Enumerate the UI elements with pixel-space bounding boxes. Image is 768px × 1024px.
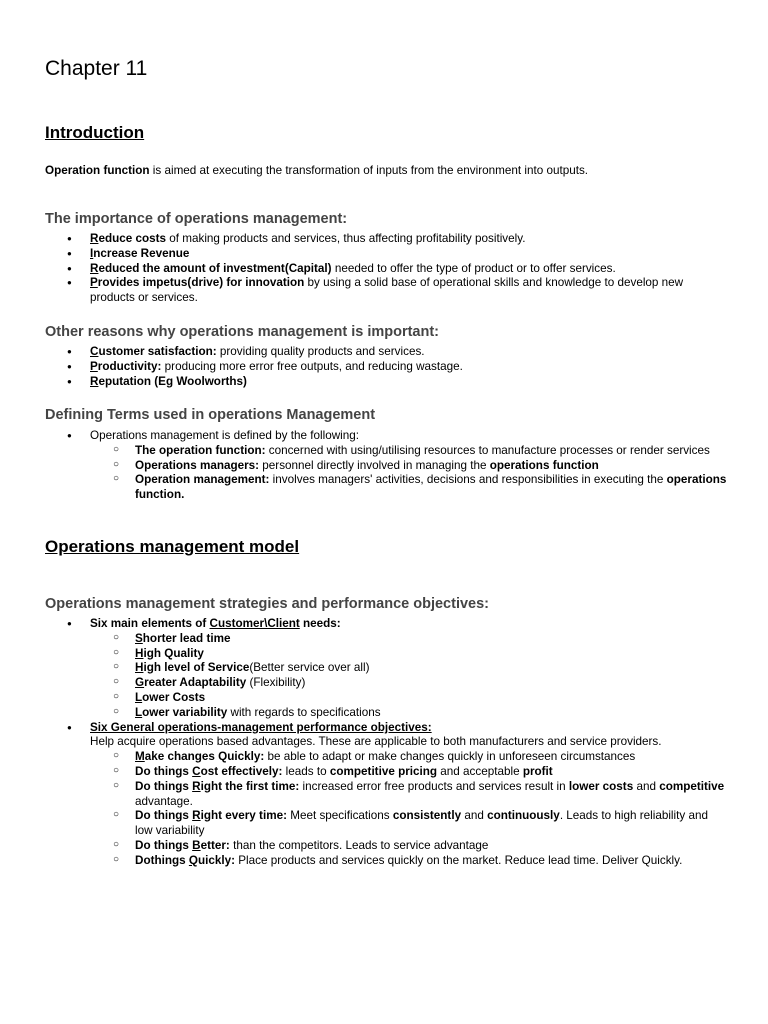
sublist-item: ○ High Quality (135, 647, 728, 662)
sublist-item: ○ Lower variability with regards to specifications (135, 706, 728, 721)
importance-heading: The importance of operations management: (45, 211, 348, 227)
sublist-item: ○ Do things Cost effectively: leads to competitive pricing and acceptable profit (135, 765, 728, 780)
list-item: ● Increase Revenue (90, 247, 728, 262)
list-item: ● Reduced the amount of investment(Capital) needed to offer the type of product or to offer services. (90, 262, 728, 277)
list-item: ● Six main elements of Customer\Client needs: ○ Shorter lead time ○ High Quality ○ High level of Service(Better service over all) ○ Greater Adaptability (Flexibility) ○ Lower Costs ○ Lower variability with regards to specifications (90, 617, 728, 721)
definitions-sublist (90, 444, 728, 503)
sublist-item: ○ Do things Right the first time: increased error free products and services result in lower costs and competitive advantage. (135, 780, 728, 810)
sublist-item: ○ The operation function: concerned with using/utilising resources to manufacture processes or render services (135, 444, 728, 459)
other-reasons-heading: Other reasons why operations management is important: (45, 324, 439, 340)
strategies-heading: Operations management strategies and performance objectives: (45, 596, 489, 612)
list-item: ● Customer satisfaction: providing quality products and services. (90, 345, 728, 360)
sublist-item: ○ Do things Better: than the competitors. Leads to service advantage (135, 839, 728, 854)
other-reasons-list (45, 345, 728, 389)
sublist-item: ○ Do things Right every time: Meet specifications consistently and continuously. Leads to high reliability and low variability (135, 809, 728, 839)
list-item: ● Productivity: producing more error free outputs, and reducing wastage. (90, 360, 728, 375)
objectives-sublist (90, 750, 728, 868)
sublist-item: ○ Lower Costs (135, 691, 728, 706)
list-item: ● Reputation (Eg Woolworths) (90, 375, 728, 390)
importance-list (45, 232, 728, 306)
sublist-item: ○ Greater Adaptability (Flexibility) (135, 676, 728, 691)
model-heading: Operations management model (45, 537, 300, 556)
strategies-list (45, 617, 728, 869)
list-item: ● Six General operations-management performance objectives: Help acquire operations based advantages. These are applicable to both manufacturers and service providers. ○ Make changes Quickly: be able to adapt or make changes quickly in unforeseen circumstances ○ Do things Cost effectively: leads to competitive pricing and acceptable profit ○ Do things Right the first time: increased error free products and services result in lower costs and competitive advantage. ○ Do things Right every time: Meet specifications consistently and continuously. Leads to high reliability and low variability ○ Do things Better: than the competitors. Leads to service advantage ○ Dothings Quickly: Place products and services quickly on the market. Reduce lead time. Deliver Quickly. (90, 721, 728, 869)
defining-terms-list (45, 429, 728, 503)
chapter-title: Chapter 11 (45, 57, 148, 80)
sublist-item: ○ Make changes Quickly: be able to adapt or make changes quickly in unforeseen circumstances (135, 750, 728, 765)
list-item: ● Operations management is defined by the following: ○ The operation function: concerned with using/utilising resources to manufacture processes or render services ○ Operations managers: personnel directly involved in managing the operations function ○ Operation management: involves managers' activities, decisions and responsibilities in executing the operations function. (90, 429, 728, 503)
sublist-item: ○ Shorter lead time (135, 632, 728, 647)
defining-terms-heading: Defining Terms used in operations Management (45, 407, 376, 423)
operation-function-paragraph: Operation function is aimed at executing the transformation of inputs from the environment into outputs. (45, 164, 589, 177)
list-item: ● Provides impetus(drive) for innovation by using a solid base of operational skills and knowledge to develop new products or services. (90, 276, 728, 306)
sublist-item: ○ High level of Service(Better service over all) (135, 661, 728, 676)
introduction-heading: Introduction (45, 123, 145, 142)
list-item: ● Reduce costs of making products and services, thus affecting profitability positively. (90, 232, 728, 247)
sublist-item: ○ Dothings Quickly: Place products and services quickly on the market. Reduce lead time. Deliver Quickly. (135, 854, 728, 869)
needs-sublist (90, 632, 728, 721)
sublist-item: ○ Operation management: involves managers' activities, decisions and responsibilities in executing the operations function. (135, 473, 728, 503)
sublist-item: ○ Operations managers: personnel directly involved in managing the operations function (135, 459, 728, 474)
